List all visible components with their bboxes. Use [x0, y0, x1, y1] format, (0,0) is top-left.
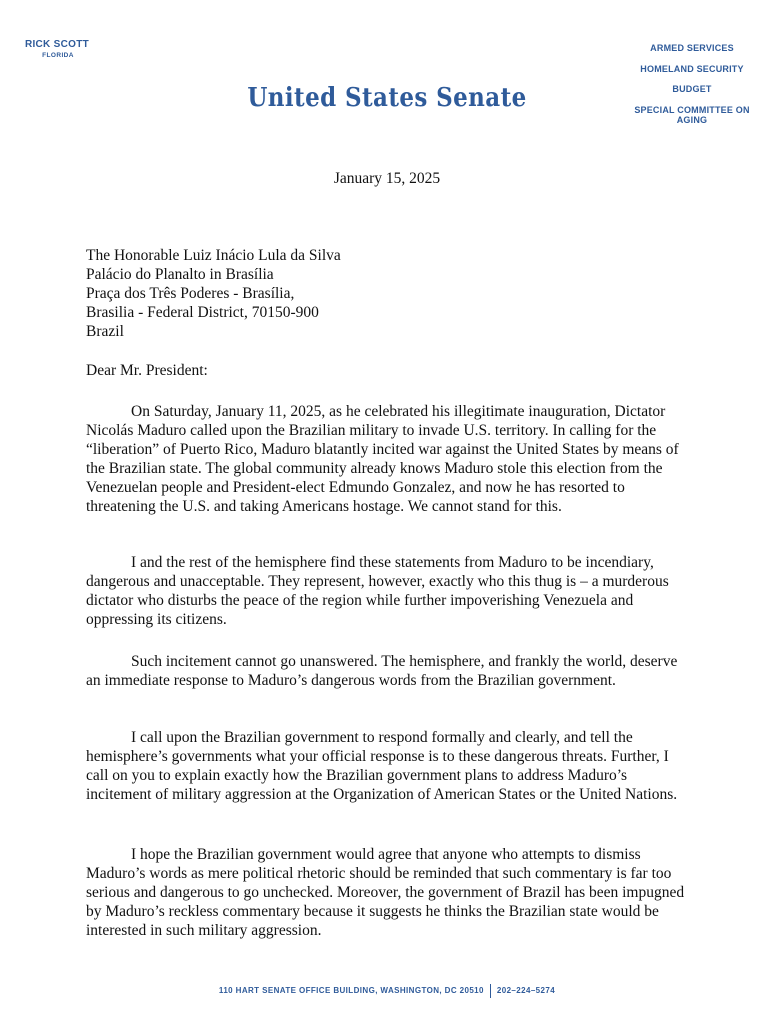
committee-item: ARMED SERVICES [650, 43, 734, 53]
body-paragraph-2 [86, 553, 691, 629]
senator-name: RICK SCOTT [24, 39, 90, 50]
paragraph-text: I call upon the Brazilian government to respond formally and clearly, and tell the hemisphere’s governments what your official response is to these dangerous threats. Further, I call on you to explain exactly how the Brazilian government plans to address Maduro’s incitement of military aggression at the Organization of American States or the United Nations. [86, 729, 678, 803]
paragraph-text: I hope the Brazilian government would agree that anyone who attempts to dismiss Maduro’s words as mere political rhetoric should be reminded that such commentary is far too serious and dangerous to go unchecked. Moreover, the government of Brazil has been impugned by Maduro’s reckless commentary because it suggests he thinks the Brazilian state would be interested in such military aggression. [86, 846, 685, 939]
addressee-line: Brazil [86, 323, 124, 340]
salutation: Dear Mr. President: [86, 362, 208, 379]
committee-item: BUDGET [672, 84, 712, 94]
addressee-line: Brasilia - Federal District, 70150-900 [86, 304, 319, 321]
paragraph-text: Such incitement cannot go unanswered. The hemisphere, and frankly the world, deserve an immediate response to Maduro’s dangerous words from the Brazilian government. [86, 653, 678, 689]
letterhead-title: United States Senate [247, 82, 527, 113]
committee-list [632, 43, 752, 126]
footer-divider [490, 984, 491, 998]
addressee-line: Palácio do Planalto in Brasília [86, 266, 274, 283]
body-paragraph-3 [86, 652, 691, 690]
body-paragraph-5 [86, 845, 691, 940]
senator-state: FLORIDA [42, 52, 74, 59]
addressee-block [86, 246, 341, 341]
body-paragraph-1 [86, 402, 691, 516]
paragraph-text: I and the rest of the hemisphere find these statements from Maduro to be incendiary, dangerous and unacceptable. They represent, however, exactly who this thug is – a murderous dictator who disturbs the peace of the region while further impoverishing Venezuela and oppressing its citizens. [86, 554, 669, 628]
body-paragraph-4 [86, 728, 691, 804]
senator-block [24, 39, 90, 59]
footer [0, 984, 774, 998]
footer-phone: 202–224–5274 [496, 986, 556, 996]
letter-date: January 15, 2025 [333, 170, 441, 187]
paragraph-text: On Saturday, January 11, 2025, as he celebrated his illegitimate inauguration, Dictator Nicolás Maduro called upon the Brazilian military to invade U.S. territory. In calling for the “liberation” of Puerto Rico, Maduro blatantly incited war against the United States by means of the Brazilian state. The global community already knows Maduro stole this election from the Venezuelan people and President-elect Edmundo Gonzalez, and now he has resorted to threatening the U.S. and taking Americans hostage. We cannot stand for this. [86, 403, 679, 515]
footer-address: 110 HART SENATE OFFICE BUILDING, WASHINGTON, DC 20510 [218, 986, 484, 996]
committee-item: HOMELAND SECURITY [640, 63, 744, 74]
addressee-line: Praça dos Três Poderes - Brasília, [86, 285, 295, 302]
addressee-line: The Honorable Luiz Inácio Lula da Silva [86, 247, 341, 264]
committee-item: SPECIAL COMMITTEE ON AGING [634, 104, 750, 125]
